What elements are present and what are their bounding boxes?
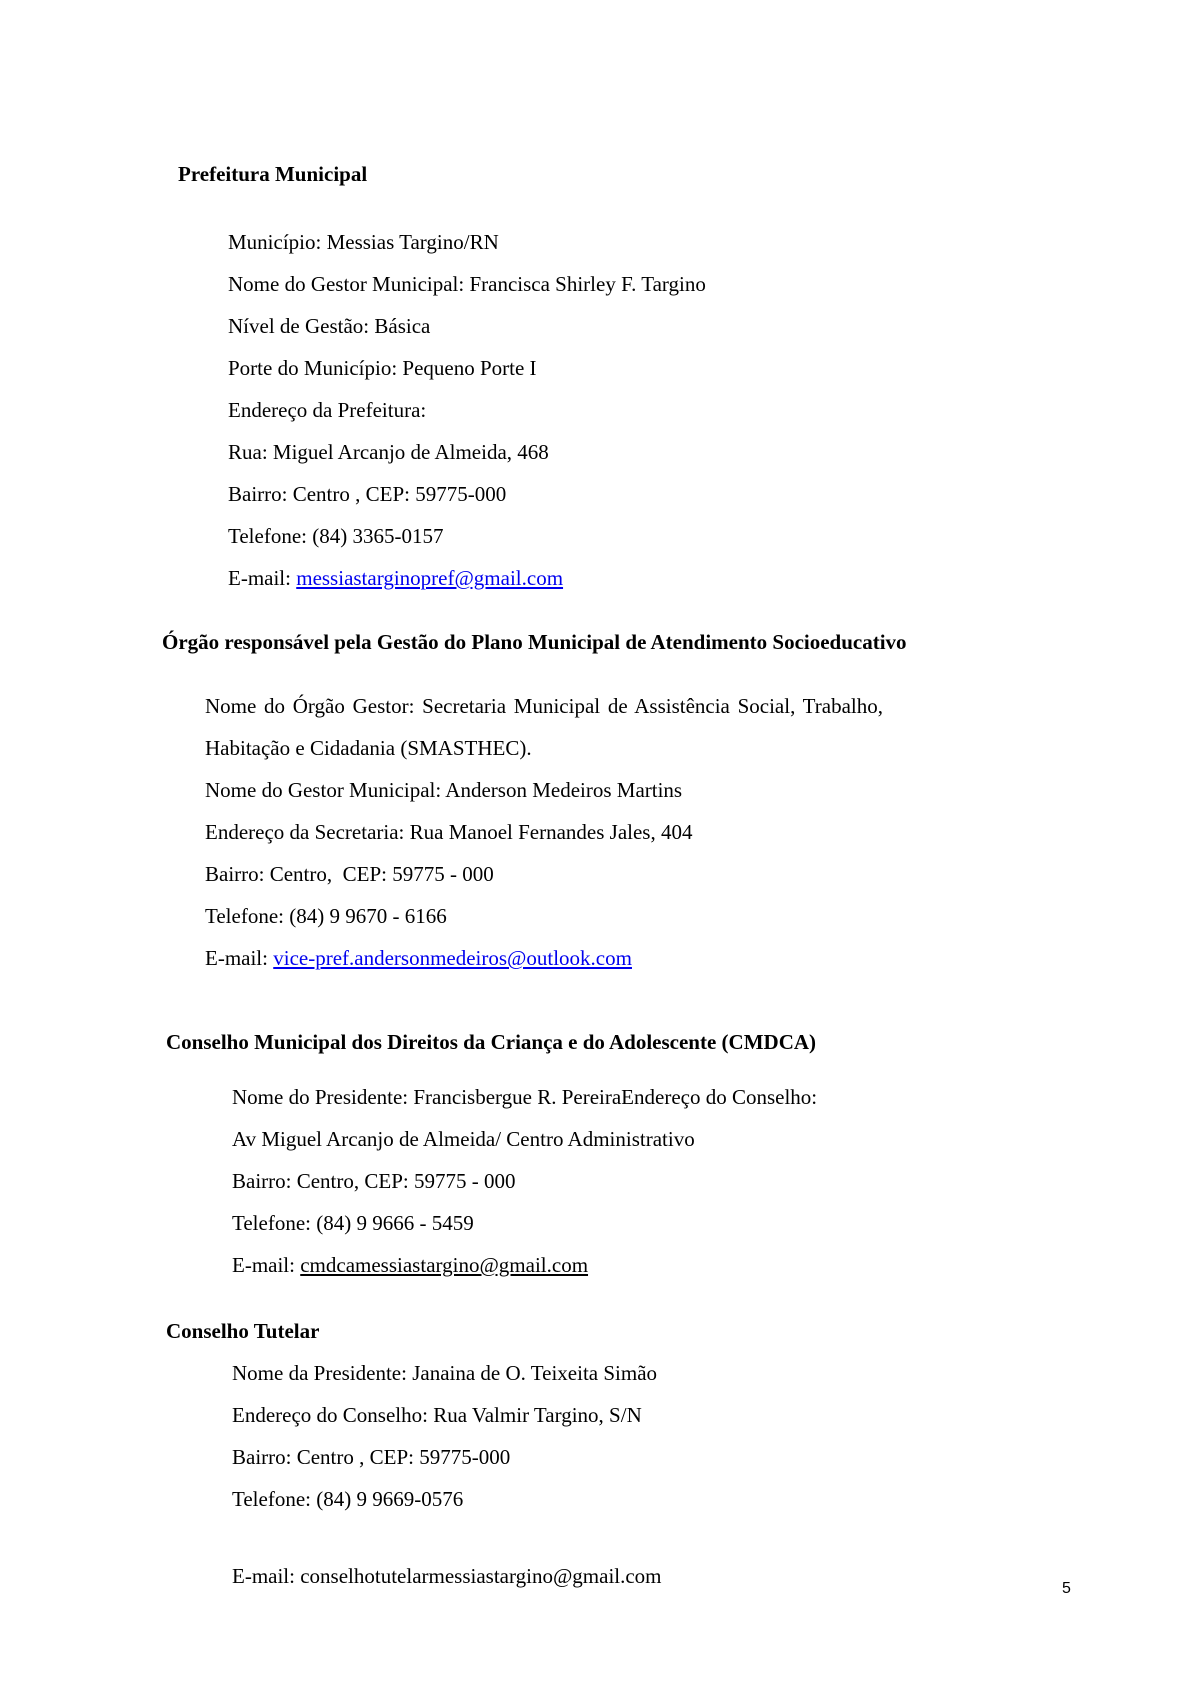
section-heading-orgao-gestor: Órgão responsável pela Gestão do Plano Municipal de Atendimento Socioeducativo bbox=[162, 630, 907, 654]
doc-line-telefone: Telefone: (84) 3365-0157 bbox=[228, 524, 444, 548]
email-line-cmdca bbox=[232, 1244, 1200, 1286]
doc-line-endereco: Av Miguel Arcanjo de Almeida/ Centro Administrativo bbox=[232, 1127, 695, 1151]
doc-line-endereco: Endereço da Secretaria: Rua Manoel Fernandes Jales, 404 bbox=[205, 820, 693, 844]
doc-line-endereco: Endereço do Conselho: Rua Valmir Targino, S/N bbox=[232, 1403, 642, 1427]
email-link-prefeitura[interactable]: messiastarginopref@gmail.com bbox=[296, 566, 564, 590]
doc-line-porte: Porte do Município: Pequeno Porte I bbox=[228, 356, 537, 380]
section-body-cmdca bbox=[232, 1076, 1200, 1286]
email-link-orgao-gestor[interactable]: vice-pref.andersonmedeiros@outlook.com bbox=[273, 946, 632, 970]
doc-line-bairro: Bairro: Centro , CEP: 59775-000 bbox=[232, 1445, 511, 1469]
email-line-orgao-gestor bbox=[205, 937, 1200, 979]
section-heading-prefeitura: Prefeitura Municipal bbox=[178, 162, 368, 186]
doc-line-bairro: Bairro: Centro, CEP: 59775 - 000 bbox=[205, 862, 494, 886]
email-line-prefeitura bbox=[228, 557, 1200, 599]
doc-line-municipio: Município: Messias Targino/RN bbox=[228, 230, 499, 254]
doc-line-endereco: Endereço da Prefeitura: bbox=[228, 398, 427, 422]
email-line-conselho-tutelar: E-mail: conselhotutelarmessiastargino@gmail.com bbox=[232, 1564, 662, 1588]
doc-paragraph-orgao-gestor: Nome do Órgão Gestor: Secretaria Municipal de Assistência Social, Trabalho, Habitação e Cidadania (SMASTHEC). bbox=[205, 694, 883, 760]
section-body-prefeitura bbox=[228, 221, 1200, 599]
page-number: 5 bbox=[1062, 1580, 1071, 1597]
doc-line-telefone: Telefone: (84) 9 9670 - 6166 bbox=[205, 904, 447, 928]
email-label: E-mail: bbox=[232, 1253, 301, 1277]
doc-line-bairro: Bairro: Centro , CEP: 59775-000 bbox=[228, 482, 507, 506]
doc-line-telefone: Telefone: (84) 9 9666 - 5459 bbox=[232, 1211, 474, 1235]
doc-line-presidente: Nome da Presidente: Janaina de O. Teixeita Simão bbox=[232, 1361, 658, 1385]
doc-line-gestor: Nome do Gestor Municipal: Francisca Shirley F. Targino bbox=[228, 272, 706, 296]
doc-line-rua: Rua: Miguel Arcanjo de Almeida, 468 bbox=[228, 440, 549, 464]
section-body-conselho-tutelar bbox=[232, 1352, 1200, 1520]
doc-line-nivel: Nível de Gestão: Básica bbox=[228, 314, 431, 338]
doc-line-bairro: Bairro: Centro, CEP: 59775 - 000 bbox=[232, 1169, 516, 1193]
doc-line-presidente: Nome do Presidente: Francisbergue R. PereiraEndereço do Conselho: bbox=[232, 1085, 818, 1109]
email-label: E-mail: bbox=[228, 566, 297, 590]
doc-line-gestor: Nome do Gestor Municipal: Anderson Medeiros Martins bbox=[205, 778, 683, 802]
doc-line-telefone: Telefone: (84) 9 9669-0576 bbox=[232, 1487, 464, 1511]
email-label: E-mail: bbox=[205, 946, 274, 970]
section-heading-cmdca: Conselho Municipal dos Direitos da Criança e do Adolescente (CMDCA) bbox=[166, 1030, 817, 1054]
section-body-orgao-gestor bbox=[205, 685, 1200, 979]
email-link-cmdca[interactable]: cmdcamessiastargino@gmail.com bbox=[300, 1253, 589, 1277]
section-heading-conselho-tutelar: Conselho Tutelar bbox=[166, 1319, 320, 1343]
